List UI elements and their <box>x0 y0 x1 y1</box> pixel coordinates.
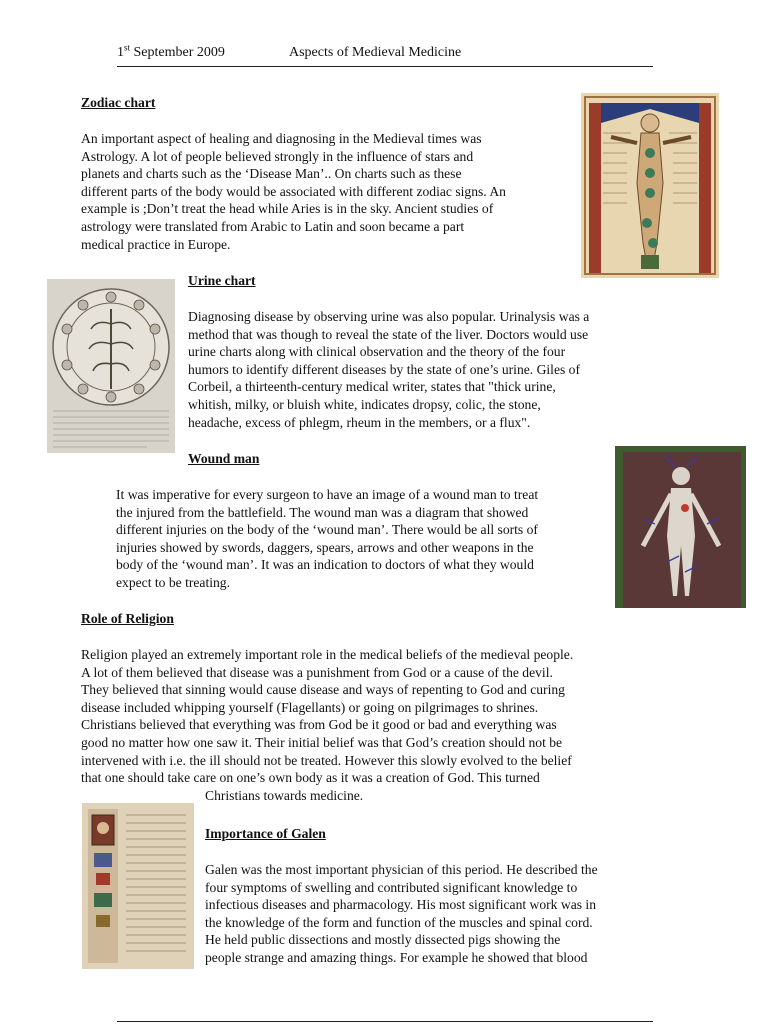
galen-heading: Importance of Galen <box>205 826 326 841</box>
urine-chart-image <box>47 279 175 453</box>
footer-rule <box>117 1021 653 1022</box>
header-date: 1st September 2009 <box>117 42 225 60</box>
wound-paragraph: It was imperative for every surgeon to have an image of a wound man to treat the injured from the battlefield. The wound man was a diagram that showed different injuries on the body of the ‘wound man’. There would be all sorts of injuries showed by swords, daggers, spears, arrows and other weapons in the body of the ‘wound man’. It was an indication to doctors of what they would expect to be treating. <box>116 487 539 590</box>
urine-paragraph: Diagnosing disease by observing urine was also popular. Urinalysis was a method that was though to reveal the state of the liver. Doctors would use urine charts along with clinical observation and the theory of the four humors to identify different diseases by the state of one’s urine. Giles of Corbeil, a thirteenth-century medical writer, states that "thick urine, whitish, milky, or bluish white, indicates dropsy, colic, the stone, headache, excess of phlegm, rheum in the members, or a flux". <box>188 309 590 430</box>
urine-heading: Urine chart <box>188 273 256 288</box>
religion-heading: Role of Religion <box>81 611 174 626</box>
zodiac-man-image <box>581 93 719 278</box>
galen-manuscript-image <box>82 803 194 969</box>
wound-heading: Wound man <box>188 451 260 466</box>
zodiac-heading: Zodiac chart <box>81 95 156 110</box>
zodiac-paragraph: An important aspect of healing and diagnosing in the Medieval times was Astrology. A lot of people believed strongly in the influence of stars and planets and charts such as the ‘Disease Man’.. On charts such as these different parts of the body would be associated with different zodiac signs. An example is ;Don’t treat the head while Aries is in the sky. Ancient studies of astrology were translated from Arabic to Latin and soon became a part medical practice in Europe. <box>81 131 506 252</box>
header-title: Aspects of Medieval Medicine <box>289 45 462 60</box>
page-header <box>117 44 653 67</box>
galen-paragraph: Galen was the most important physician of this period. He described the four symptoms of swelling and contributed significant knowledge to infectious diseases and pharmacology. His most significant work was in the knowledge of the form and function of the muscles and spinal cord. He held public dissections and mostly dissected pigs showing the people strange and amazing things. For example he showed that blood <box>205 862 598 965</box>
religion-paragraph: Religion played an extremely important role in the medical beliefs of the medieval people. A lot of them believed that disease was a punishment from God or a cause of the devil. They believed that sinning would cause disease and ways of repenting to God and curing disease included whipping yourself (Flagellants) or going on pilgrimages to shrines. Christians believed that everything was from God be it good or bad and everything was good no matter how one saw it. Their initial belief was that God’s creation should not be intervened with i.e. the ill should not be treated. However this slowly evolved to the belief that one should take care on one’s own body as it was a creation of God. This turned Christians towards medicine. <box>81 647 574 803</box>
wound-man-image <box>615 446 746 608</box>
